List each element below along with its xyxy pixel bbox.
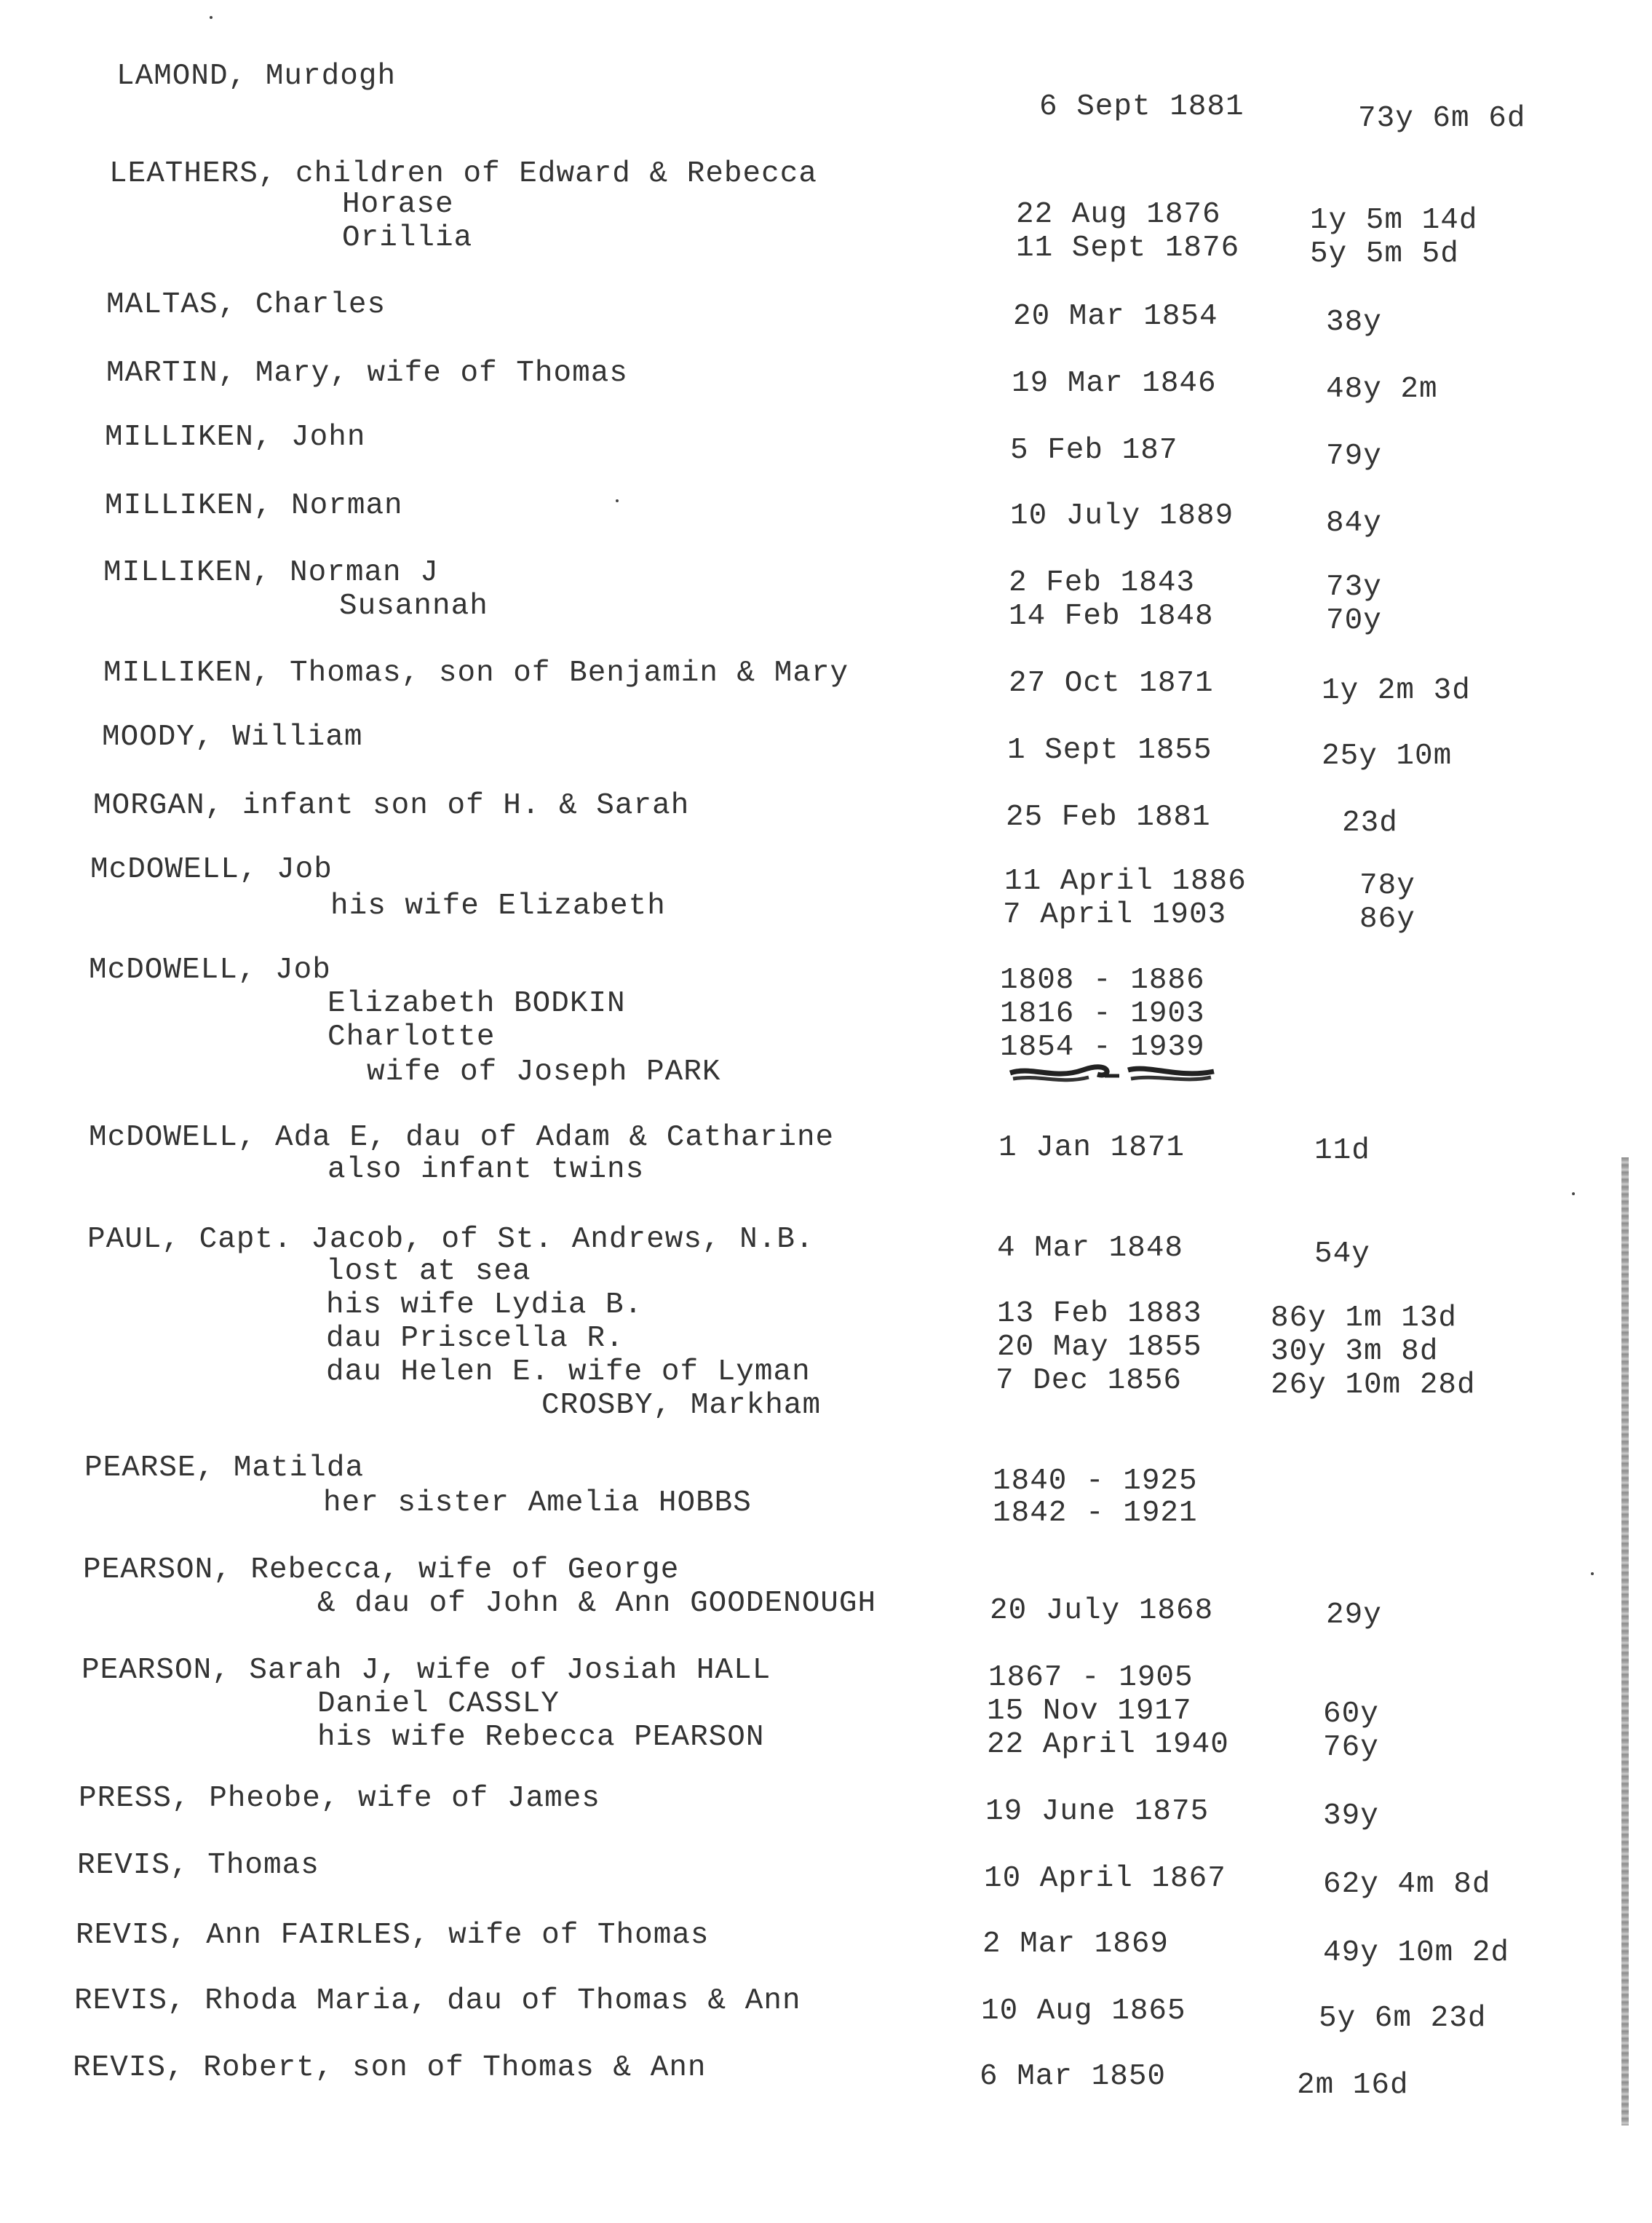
entry-date: 1 Jan 1871 [998, 1131, 1186, 1165]
entry-name: Orillia [342, 221, 473, 255]
entry-date: 1867 - 1905 [988, 1661, 1194, 1695]
entry-age: 1y 5m 14d [1310, 204, 1478, 237]
entry-name: McDOWELL, Job [90, 853, 333, 887]
entry-date: 2 Mar 1869 [982, 1927, 1169, 1961]
entry-date: 1854 - 1939 [1000, 1031, 1205, 1064]
entry-age: 23d [1342, 807, 1398, 840]
entry-name: Elizabeth BODKIN [327, 987, 626, 1021]
entry-age: 48y 2m [1326, 373, 1438, 406]
entry-name: PEARSE, Matilda [84, 1451, 365, 1485]
entry-name: PEARSON, Rebecca, wife of George [83, 1553, 680, 1587]
entry-name: MILLIKEN, Norman J [103, 556, 439, 590]
entry-name: MORGAN, infant son of H. & Sarah [93, 789, 690, 823]
entry-age: 86y 1m 13d [1271, 1301, 1458, 1335]
entry-name: McDOWELL, Job [89, 954, 331, 987]
entry-date: 1 Sept 1855 [1007, 734, 1212, 767]
entry-name: lost at sea [326, 1255, 531, 1288]
entry-name: PEARSON, Sarah J, wife of Josiah HALL [82, 1654, 771, 1687]
entry-name: LAMOND, Murdogh [116, 60, 397, 93]
entry-date: 7 Dec 1856 [996, 1364, 1183, 1398]
entry-date: 15 Nov 1917 [987, 1695, 1192, 1728]
entry-name: MILLIKEN, Norman [105, 489, 403, 523]
scan-speck [1572, 1192, 1575, 1195]
entry-name: his wife Elizabeth [330, 889, 666, 923]
entry-date: 19 Mar 1846 [1012, 367, 1217, 400]
entry-date: 14 Feb 1848 [1009, 600, 1214, 633]
entry-age: 70y [1326, 604, 1382, 638]
entry-age: 29y [1326, 1598, 1382, 1632]
entry-date: 1808 - 1886 [1000, 964, 1205, 997]
entry-date: 13 Feb 1883 [997, 1297, 1202, 1331]
entry-name: REVIS, Rhoda Maria, dau of Thomas & Ann [74, 1984, 801, 2018]
entry-age: 5y 5m 5d [1310, 237, 1459, 271]
entry-name: & dau of John & Ann GOODENOUGH [317, 1587, 877, 1620]
entry-age: 79y [1326, 440, 1382, 473]
scan-speck [616, 499, 619, 502]
entry-date: 20 Mar 1854 [1013, 300, 1218, 333]
entry-age: 5y 6m 23d [1319, 2002, 1487, 2035]
entry-date: 22 Aug 1876 [1016, 198, 1221, 231]
entry-age: 2m 16d [1297, 2069, 1409, 2102]
entry-age: 73y 6m 6d [1358, 102, 1526, 135]
entry-name: her sister Amelia HOBBS [323, 1486, 752, 1520]
entry-date: 25 Feb 1881 [1006, 801, 1211, 834]
entry-date: 11 April 1886 [1004, 865, 1247, 898]
entry-date: 4 Mar 1848 [997, 1232, 1184, 1265]
entry-age: 76y [1323, 1731, 1379, 1764]
entry-name: dau Priscella R. [326, 1322, 624, 1355]
entry-age: 30y 3m 8d [1271, 1335, 1439, 1368]
entry-date: 10 July 1889 [1010, 499, 1234, 533]
entry-name: CROSBY, Markham [541, 1389, 822, 1422]
entry-name: dau Helen E. wife of Lyman [326, 1355, 811, 1389]
entry-age: 49y 10m 2d [1323, 1936, 1510, 1970]
entry-age: 78y [1359, 869, 1415, 903]
entry-date: 1840 - 1925 [993, 1465, 1198, 1498]
entry-age: 54y [1314, 1237, 1370, 1271]
entry-date: 6 Sept 1881 [1039, 90, 1244, 124]
entry-age: 84y [1326, 507, 1382, 540]
entry-age: 1y 2m 3d [1322, 674, 1471, 708]
entry-age: 86y [1359, 903, 1415, 936]
entry-age: 25y 10m [1322, 740, 1453, 773]
entry-age: 73y [1326, 571, 1382, 604]
entry-name: LEATHERS, children of Edward & Rebecca [109, 157, 817, 191]
entry-date: 1816 - 1903 [1000, 997, 1205, 1031]
entry-date: 11 Sept 1876 [1016, 231, 1240, 265]
entry-date: 22 April 1940 [987, 1728, 1229, 1762]
entry-name: REVIS, Robert, son of Thomas & Ann [73, 2051, 707, 2085]
entry-name: MILLIKEN, John [105, 421, 366, 454]
entry-name: Daniel CASSLY [317, 1687, 560, 1721]
entry-name: REVIS, Thomas [77, 1849, 319, 1882]
entry-date: 20 May 1855 [997, 1331, 1202, 1364]
entry-date: 7 April 1903 [1003, 898, 1227, 932]
entry-age: 60y [1323, 1697, 1379, 1731]
entry-date: 6 Mar 1850 [980, 2060, 1167, 2093]
entry-date: 10 April 1867 [984, 1862, 1226, 1895]
entry-age: 11d [1314, 1134, 1370, 1168]
entry-date: 1842 - 1921 [993, 1497, 1198, 1530]
entry-date: 20 July 1868 [990, 1594, 1214, 1628]
entry-age: 26y 10m 28d [1271, 1368, 1476, 1402]
entry-name: his wife Lydia B. [326, 1288, 643, 1322]
entry-date: 10 Aug 1865 [981, 1994, 1186, 2028]
entry-name: his wife Rebecca PEARSON [317, 1721, 765, 1754]
scanned-page-edge-shadow [1621, 1157, 1629, 2125]
entry-name: Susannah [339, 590, 488, 623]
crossed-out-dates-scribble [1003, 1060, 1221, 1089]
entry-name: also infant twins [327, 1153, 645, 1186]
entry-name: Charlotte [327, 1021, 496, 1054]
entry-date: 5 Feb 187 [1010, 434, 1178, 467]
entry-age: 39y [1323, 1799, 1379, 1833]
entry-name: REVIS, Ann FAIRLES, wife of Thomas [76, 1919, 710, 1952]
entry-name: MARTIN, Mary, wife of Thomas [106, 357, 628, 390]
entry-name: PAUL, Capt. Jacob, of St. Andrews, N.B. [87, 1223, 814, 1256]
entry-date: 19 June 1875 [985, 1795, 1210, 1828]
entry-name: Horase [342, 188, 454, 221]
entry-name: MOODY, William [102, 721, 363, 754]
entry-age: 62y 4m 8d [1323, 1868, 1491, 1901]
entry-name: wife of Joseph PARK [367, 1055, 721, 1089]
entry-name: MALTAS, Charles [106, 288, 386, 322]
entry-name: PRESS, Pheobe, wife of James [79, 1782, 600, 1815]
entry-name: MILLIKEN, Thomas, son of Benjamin & Mary [103, 657, 849, 690]
scan-speck [1591, 1572, 1594, 1575]
entry-date: 2 Feb 1843 [1009, 566, 1196, 600]
scan-speck [210, 16, 213, 19]
entry-date: 27 Oct 1871 [1009, 667, 1214, 700]
entry-age: 38y [1326, 306, 1382, 339]
entry-name: McDOWELL, Ada E, dau of Adam & Catharine [89, 1121, 835, 1154]
